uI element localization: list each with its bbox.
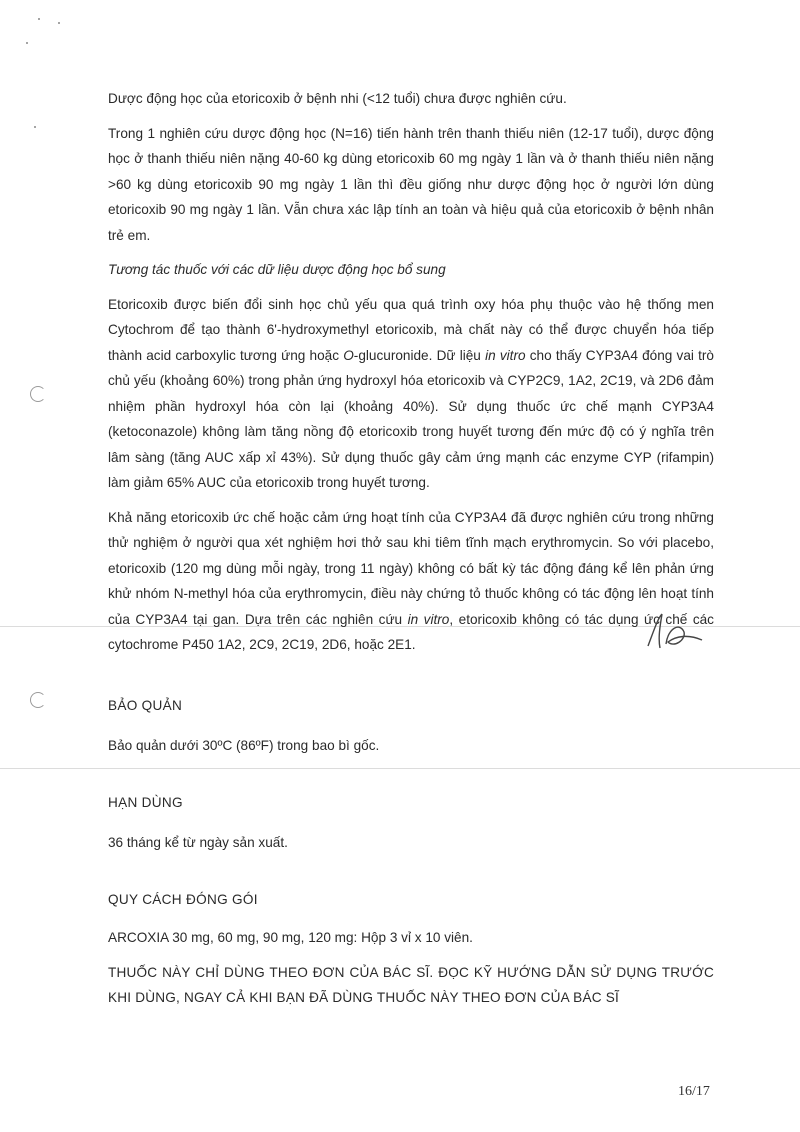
scan-speck — [34, 126, 36, 128]
text-run-italic: in vitro — [485, 347, 526, 363]
section-title-expiry: HẠN DÙNG — [108, 794, 183, 810]
text-run-italic: in vitro — [407, 611, 450, 627]
text-run-italic: O — [343, 347, 354, 363]
section-title-storage: BẢO QUẢN — [108, 697, 183, 713]
scan-speck — [26, 42, 28, 44]
scan-speck — [58, 22, 60, 24]
text-run: -glucuronide. Dữ liệu — [353, 347, 486, 363]
expiry-text: 36 tháng kể từ ngày sản xuất. — [108, 835, 288, 850]
paragraph-pediatric: Dược động học của etoricoxib ở bệnh nhi (<12 tuổi) chưa được nghiên cứu. — [108, 91, 567, 106]
subheading-drug-interactions: Tương tác thuốc với các dữ liệu dược động học bổ sung — [108, 262, 446, 277]
text-run: Etoricoxib được biến đổi sinh học chủ yếu qua quá trình oxy hóa phụ thuộc vào hệ thống men Cytochrom để tạo thành 6'-hydroxymethyl etoricoxib, mà chất này có thể được chuyển hóa tiếp thành acid carboxylic tương ứng hoặc — [108, 296, 714, 363]
paragraph-adolescent-study: Trong 1 nghiên cứu dược động học (N=16) tiến hành trên thanh thiếu niên (12-17 tuổi), dược động học ở thanh thiếu niên nặng 40-60 kg dùng etoricoxib 60 mg ngày 1 lần và ở thanh thiếu niên nặng >60 kg dùng etoricoxib 90 mg ngày 1 lần thì đều giống như dược động học ở người lớn dùng etoricoxib 90 mg ngày 1 lần. Vẫn chưa xác lập tính an toàn và hiệu quả của etoricoxib ở bệnh nhân trẻ em. — [108, 125, 714, 243]
paragraph-biotransformation — [108, 292, 714, 496]
scan-speck — [38, 18, 40, 20]
punch-hole-mark — [30, 692, 46, 708]
text-run: Khả năng etoricoxib ức chế hoặc cảm ứng hoạt tính của CYP3A4 đã được nghiên cứu trong những thử nghiệm ở người qua xét nghiệm hơi thở sau khi tiêm tĩnh mạch erythromycin. So với placebo, etoricoxib (120 mg dùng mỗi ngày, trong 11 ngày) không có bất kỳ tác động đáng kể lên phản ứng khử nhóm N-methyl hóa của erythromycin, điều này chứng tỏ thuốc không có tác động lên hoạt tính của CYP3A4 tại gan. Dựa trên các nghiên cứu — [108, 509, 714, 627]
packaging-text: ARCOXIA 30 mg, 60 mg, 90 mg, 120 mg: Hộp 3 vỉ x 10 viên. — [108, 930, 473, 945]
paragraph-cyp3a4 — [108, 505, 714, 658]
section-title-packaging: QUY CÁCH ĐÓNG GÓI — [108, 891, 258, 907]
signature-mark — [640, 610, 710, 654]
document-body — [108, 86, 714, 1020]
page-number: 16/17 — [678, 1084, 710, 1099]
text-run: , etoricoxib không có tác dụng ức chế các cytochrome P450 1A2, 2C9, 2C19, 2D6, hoặc 2E1. — [108, 611, 714, 652]
text-run: cho thấy CYP3A4 đóng vai trò chủ yếu (khoảng 60%) trong phản ứng hydroxyl hóa etoricoxib và CYP2C9, 1A2, 2C19, và 2D6 đảm nhiệm phần hydroxyl hóa còn lại (khoảng 40%). Sử dụng thuốc ức chế mạnh CYP3A4 (ketoconazole) không làm tăng nồng độ etoricoxib trong huyết tương đến mức độ có ý nghĩa trên lâm sàng (tăng AUC xấp xỉ 43%). Sử dụng thuốc gây cảm ứng mạnh các enzyme CYP (rifampin) làm giảm 65% AUC của etoricoxib trong huyết tương. — [108, 347, 714, 490]
storage-text: Bảo quản dưới 30ºC (86ºF) trong bao bì gốc. — [108, 738, 380, 753]
punch-hole-mark — [30, 386, 46, 402]
prescription-warning: THUỐC NÀY CHỈ DÙNG THEO ĐƠN CỦA BÁC SĨ. ĐỌC KỸ HƯỚNG DẪN SỬ DỤNG TRƯỚC KHI DÙNG, NGAY CẢ KHI BẠN ĐÃ DÙNG THUỐC NÀY THEO ĐƠN CỦA BÁC SĨ — [108, 964, 714, 1005]
